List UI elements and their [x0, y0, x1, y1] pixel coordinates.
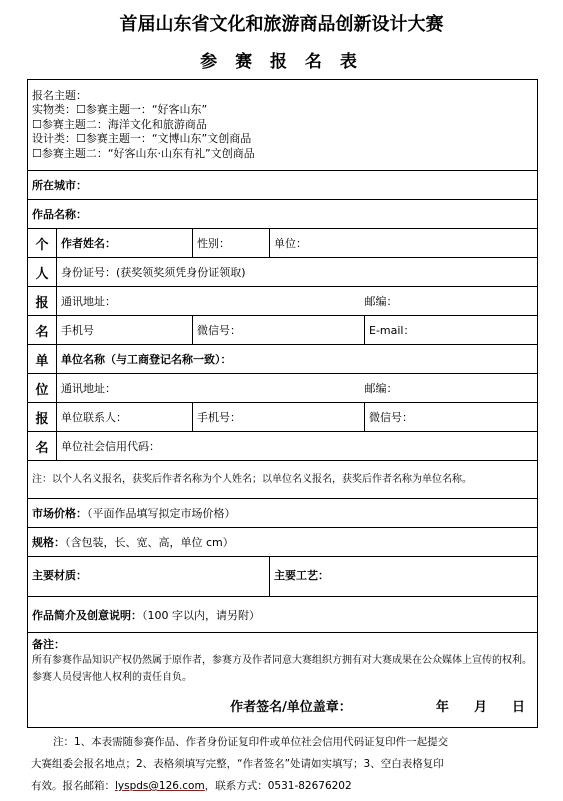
market-price-hint: （平面作品填写拟定市场价格） [87, 507, 236, 520]
specs-field[interactable] [28, 528, 538, 557]
credit-code-row [28, 432, 538, 461]
remarks-cell [28, 633, 538, 728]
company-contact-row [28, 403, 538, 432]
company-side-char-3: 报 [28, 403, 57, 432]
city-row [28, 171, 538, 200]
signature-month: 月 [473, 700, 487, 715]
naming-note: 注：以个人名义报名，获奖后作者名称为个人姓名；以单位名义报名，获奖后作者名称为单位名称。 [28, 461, 538, 499]
company-address-field[interactable]: 通讯地址： [57, 374, 365, 403]
personal-side-char-3: 报 [28, 287, 57, 316]
craft-field[interactable]: 主要工艺： [270, 557, 538, 597]
unit-name-row [28, 345, 538, 374]
market-price-label: 市场价格： [32, 507, 87, 520]
theme-line-4[interactable]: ☐参赛主题二：“好客山东·山东有礼”文创商品 [32, 146, 255, 160]
intro-row [28, 597, 538, 633]
contact-email-link[interactable]: lyspds@126.com [115, 780, 205, 792]
materials-field[interactable]: 主要材质： [28, 557, 270, 597]
form-title: 首届山东省文化和旅游商品创新设计大赛 [119, 14, 444, 35]
remarks-label: 备注： [32, 638, 65, 651]
remarks-row [28, 633, 538, 728]
naming-note-row [28, 461, 538, 499]
author-unit-field[interactable]: 单位： [270, 229, 538, 258]
company-wechat-field[interactable]: 微信号： [365, 403, 538, 432]
unit-name-field[interactable]: 单位名称（与工商登记名称一致）： [57, 345, 538, 374]
form-subtitle: 参 赛 报 名 表 [200, 52, 363, 72]
personal-mobile-field[interactable]: 手机号 [57, 316, 193, 345]
personal-email-field[interactable]: E-mail： [365, 316, 538, 345]
footnote-line-3-suffix: ，联系方式：0531-82676202 [204, 780, 352, 792]
intro-field[interactable] [28, 597, 538, 633]
signature-year: 年 [435, 700, 449, 715]
author-row [28, 229, 538, 258]
footnote [31, 731, 533, 797]
specs-row [28, 528, 538, 557]
personal-side-char-1: 个 [28, 229, 57, 258]
company-address-row [28, 374, 538, 403]
company-postcode-field[interactable]: 邮编： [365, 374, 538, 403]
company-side-char-1: 单 [28, 345, 57, 374]
personal-contact-row [28, 316, 538, 345]
personal-address-field[interactable]: 通讯地址： [57, 287, 365, 316]
personal-side-char-4: 名 [28, 316, 57, 345]
personal-postcode-field[interactable]: 邮编： [365, 287, 538, 316]
personal-side-char-2: 人 [28, 258, 57, 287]
intro-hint: （100 字以内，请另附） [142, 608, 260, 622]
id-row [28, 258, 538, 287]
footnote-line-3 [31, 775, 533, 797]
themes-cell [28, 80, 538, 171]
company-side-char-2: 位 [28, 374, 57, 403]
footnote-line-1: 注：1、本表需随参赛作品、作者身份证复印件或单位社会信用代码证复印件一起提交 [53, 736, 449, 748]
market-price-row [28, 499, 538, 528]
company-contact-field[interactable]: 单位联系人： [57, 403, 193, 432]
market-price-field[interactable] [28, 499, 538, 528]
author-name-field[interactable]: 作者姓名： [57, 229, 193, 258]
themes-row [28, 80, 538, 171]
footnote-line-2: 大赛组委会报名地点；2、表格须填写完整，“作者签名”处请如实填写；3、空白表格复印 [31, 758, 444, 770]
personal-address-row [28, 287, 538, 316]
work-name-row [28, 200, 538, 229]
intro-label: 作品简介及创意说明： [32, 608, 142, 622]
theme-line-2[interactable]: ☐参赛主题二：海洋文化和旅游商品 [32, 117, 207, 131]
signature-day: 日 [512, 700, 526, 715]
themes-label: 报名主题： [32, 88, 87, 102]
signature-line[interactable] [32, 696, 533, 715]
theme-line-3[interactable]: 设计类：☐参赛主题一：“文博山东”文创商品 [32, 132, 252, 146]
company-mobile-field[interactable]: 手机号： [193, 403, 365, 432]
specs-label: 规格： [32, 536, 65, 549]
credit-code-field[interactable]: 单位社会信用代码： [57, 432, 538, 461]
city-field[interactable]: 所在城市： [28, 171, 538, 200]
work-name-field[interactable]: 作品名称： [28, 200, 538, 229]
gender-field[interactable]: 性别： [193, 229, 270, 258]
footnote-line-3-prefix: 有效。报名邮箱： [31, 780, 115, 792]
materials-row [28, 557, 538, 597]
theme-line-1[interactable]: 实物类：☐参赛主题一：“好客山东” [32, 103, 208, 117]
specs-hint: （含包装，长、宽、高，单位 cm） [65, 536, 234, 549]
personal-wechat-field[interactable]: 微信号： [193, 316, 365, 345]
signature-label: 作者签名/单位盖章： [230, 700, 352, 715]
registration-form-table [27, 79, 538, 728]
company-side-char-4: 名 [28, 432, 57, 461]
remarks-text: 所有参赛作品知识产权仍然属于原作者，参赛方及作者同意大赛组织方拥有对大赛成果在公众媒体上宣传的权利。参赛人员侵害他人权利的责任自负。 [32, 655, 532, 683]
id-number-field[interactable]: 身份证号：(获奖领奖须凭身份证领取) [57, 258, 538, 287]
